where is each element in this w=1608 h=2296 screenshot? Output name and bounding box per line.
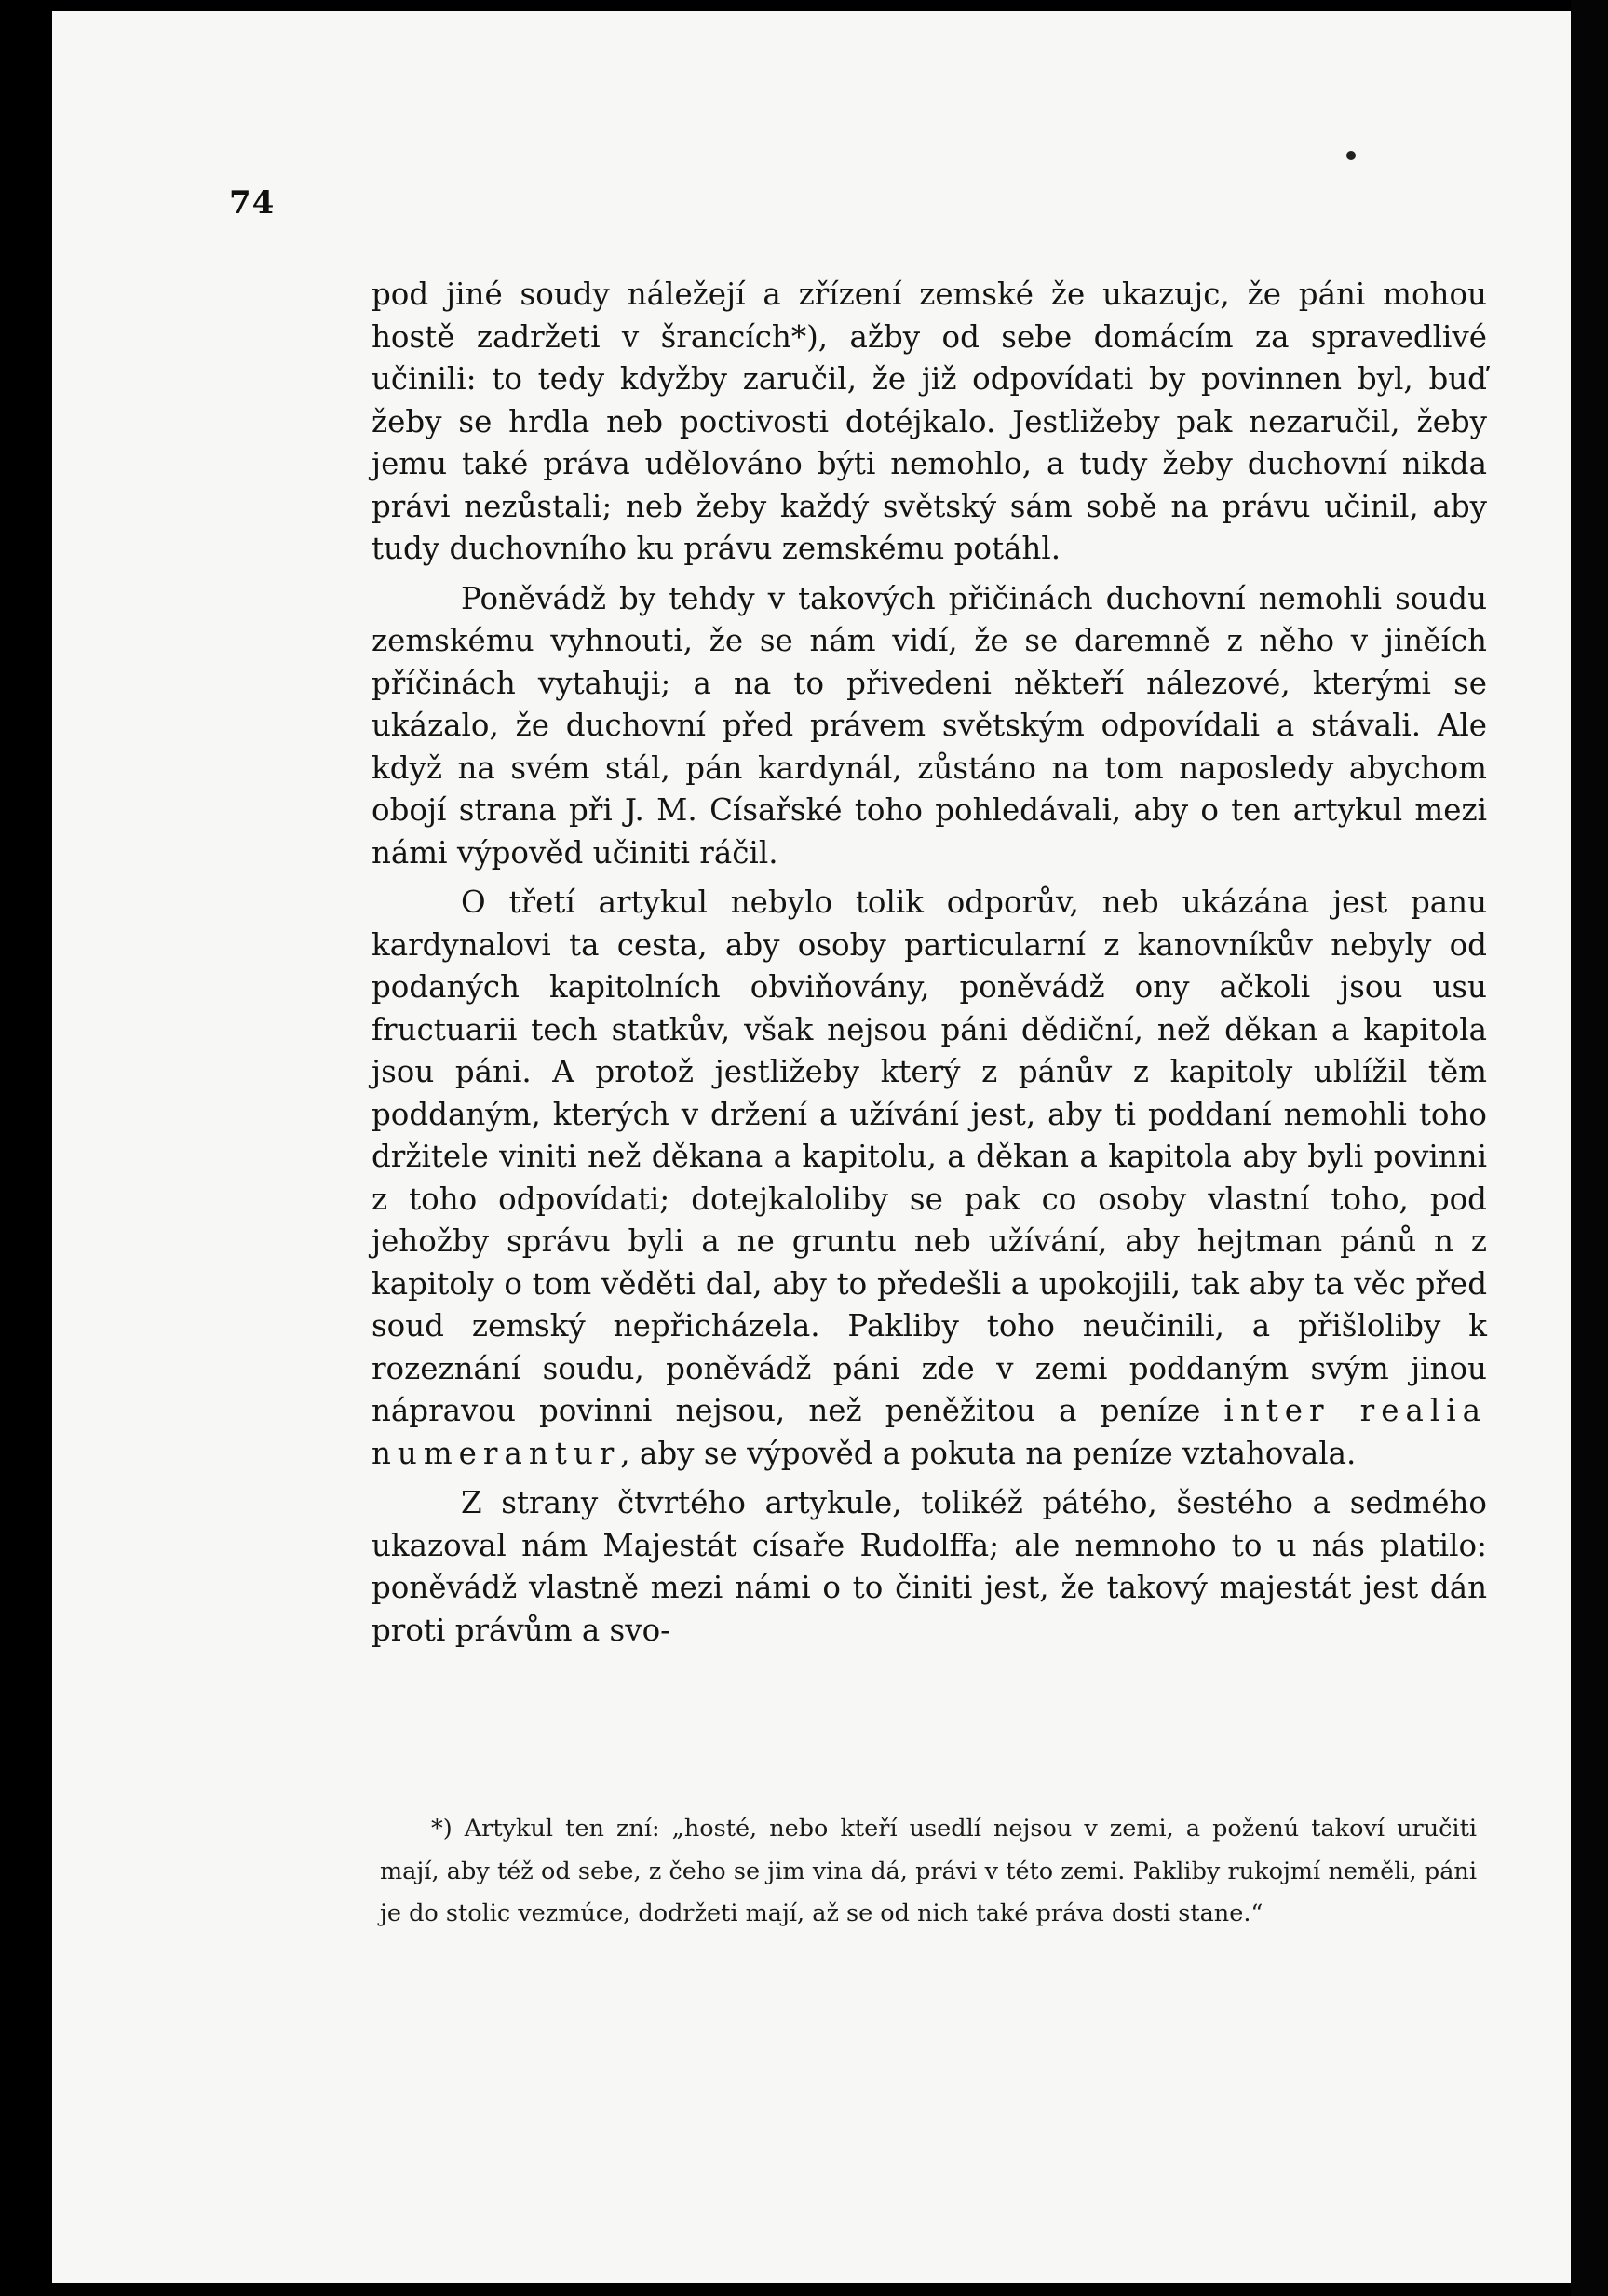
paragraph-3-text-after: , aby se výpověd a pokuta na peníze vztahovala.: [620, 1435, 1357, 1471]
paragraph-4: Z strany čtvrtého artykule, tolikéž pátého, šestého a sedmého ukazoval nám Majestát císaře Rudolffa; ale nemnoho to u nás platilo: poněvádž vlastně mezi námi o to činiti jest, že takový majestát jest dán proti právům a svo-: [372, 1485, 1487, 1648]
body-text: [372, 274, 1487, 1659]
footnote: *) Artykul ten zní: „hosté, nebo kteří usedlí nejsou v zemi, a poženú takoví uručiti mají, aby též od sebe, z čeho se jim vina dá, právi v této zemi. Pakliby rukojmí neměli, páni je do stolic vezmúce, dodržeti mají, až se od nich také práva dosti stane.“: [380, 1815, 1477, 1927]
paragraph-3-text-before: O třetí artykul nebylo tolik odporův, neb ukázána jest panu kardynalovi ta cesta, aby osoby particularní z kanovníkův nebyly od podaných kapitolních obviňovány, poněvádž ony ačkoli jsou usu fructuarii tech statkův, však nejsou páni dědiční, než děkan a kapitola jsou páni. A protož jestližeby který z pánův z kapitoly ublížil těm poddaným, kterých v držení a užívání jest, aby ti poddaní nemohli toho držitele viniti než děkana a kapitolu, a děkan a kapitola aby byli povinni z toho odpovídati; dotejkaloliby se pak co osoby vlastní toho, pod jehožby správu byli a ne gruntu neb užívání, aby hejtman pánů n z kapitoly o tom věděti dal, aby to předešli a upokojili, tak aby ta věc před soud zemský nepřicházela. Pakliby toho neučinili, a přišloliby k rozeznání soudu, poněvádž páni zde v zemi poddaným svým jinou nápravou povinni nejsou, než peněžitou a peníze: [372, 885, 1487, 1428]
paragraph-1: pod jiné soudy náležejí a zřízení zemské že ukazujc, že páni mohou hostě zadržeti v šrancích*), ažby od sebe domácím za spravedlivé učinili: to tedy kdyžby zaručil, že již odpovídati by povinnen byl, buď žeby se hrdla neb poctivosti dotéjkalo. Jestližeby pak nezaručil, žeby jemu také práva udělováno býti nemohlo, a tudy žeby duchovní nikda právi nezůstali; neb žeby každý světský sám sobě na právu učinil, aby tudy duchovního ku právu zemskému potáhl.: [372, 277, 1487, 566]
paragraph-2: Poněvádž by tehdy v takových přičinách duchovní nemohli soudu zemskému vyhnouti, že se nám vidí, že se daremně z něho v jiněích příčinách vytahuji; a na to přivedeni někteří nálezové, kterými se ukázalo, že duchovní před právem světským odpovídali a stávali. Ale když na svém stál, pán kardynál, zůstáno na tom naposledy abychom obojí strana při J. M. Císařské toho pohledávali, aby o ten artykul mezi námi výpověd učiniti ráčil.: [372, 580, 1487, 871]
paragraph-3-emphasis: inter realia numerantur: [372, 1393, 1487, 1471]
scan-border: [1571, 0, 1608, 2296]
book-page: [52, 11, 1572, 2283]
paragraph-3: [372, 882, 1487, 1475]
ink-dot: [1346, 151, 1356, 160]
page-number: 74: [229, 184, 276, 222]
